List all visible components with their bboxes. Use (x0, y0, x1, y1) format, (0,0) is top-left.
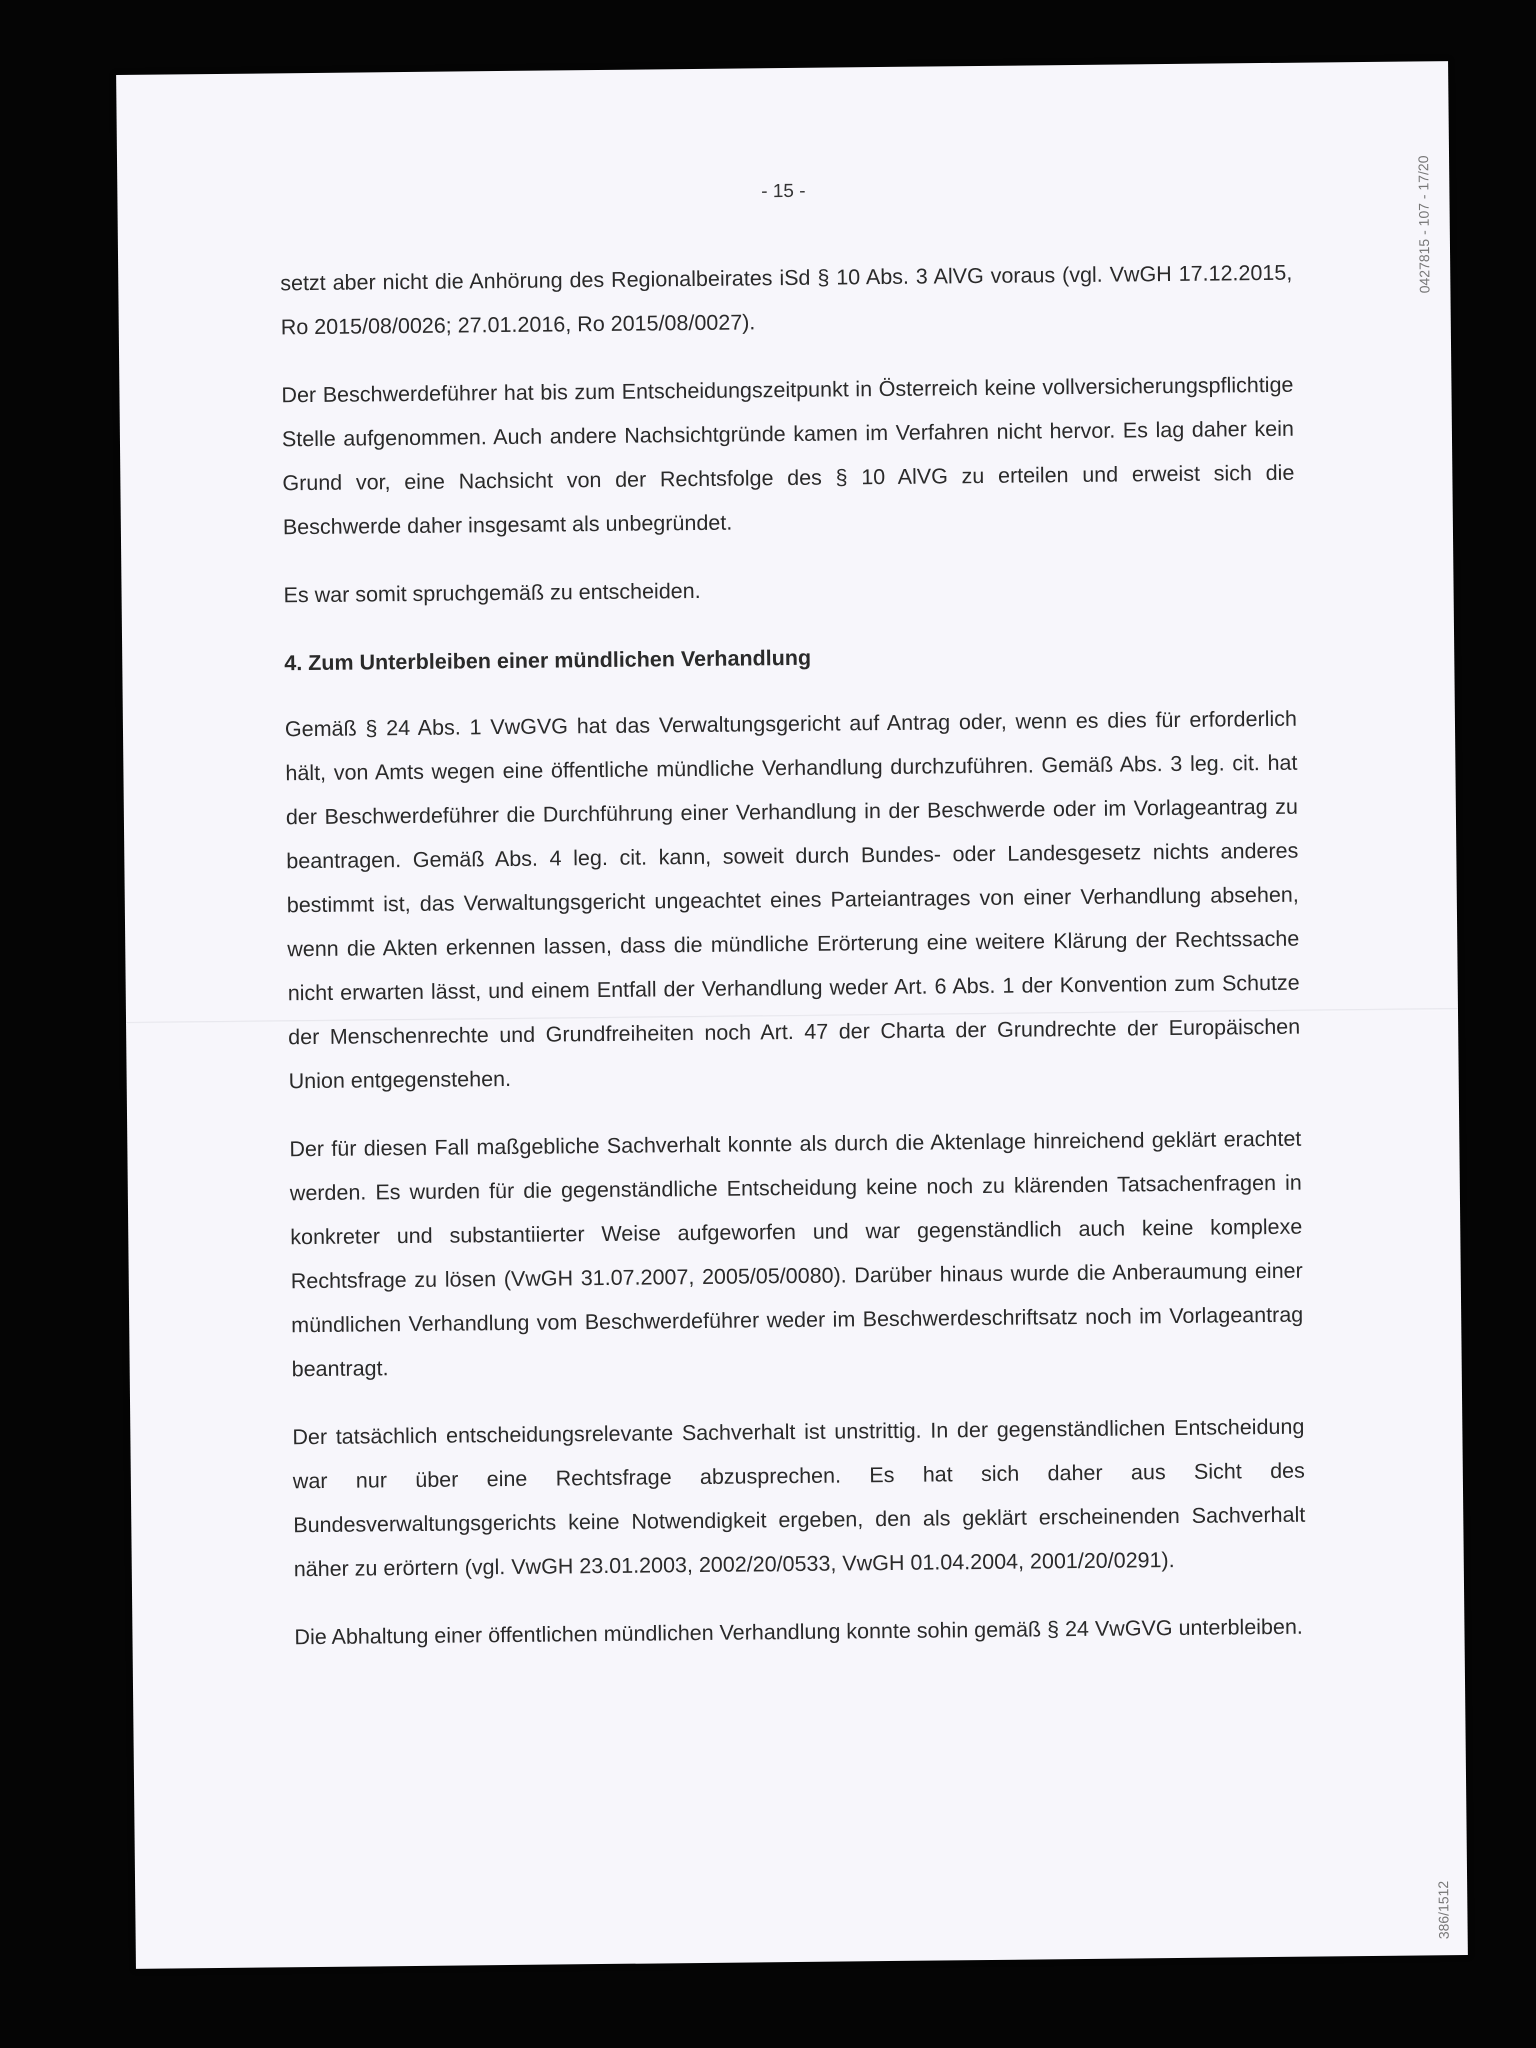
paragraph: Die Abhaltung einer öffentlichen mündlichen Verhandlung konnte sohin gemäß § 24 VwGVG unterbleiben. (294, 1614, 1303, 1650)
paragraph: Der für diesen Fall maßgebliche Sachverhalt konnte als durch die Aktenlage hinreichend geklärt erachtet werden. Es wurden für die gegenständliche Entscheidung keine noch zu klärenden Tatsachenfragen in konkreter und substantiierter Weise aufgeworfen und war gegenständlich auch keine komplexe Rechtsfrage zu lösen (VwGH 31.07.2007, 2005/05/0080). Darüber hinaus wurde die Anberaumung einer mündlichen Verhandlung vom Beschwerdeführer weder im Beschwerdeschriftsatz noch im Vorlageantrag beantragt. (289, 1126, 1304, 1382)
paragraph: setzt aber nicht die Anhörung des Regionalbeirates iSd § 10 Abs. 3 AlVG voraus (vgl. VwGH 17.12.2015, Ro 2015/08/0026; 27.01.2016, Ro 2015/08/0027). (280, 260, 1293, 340)
page-number: - 15 - (761, 180, 806, 203)
paragraph: Es war somit spruchgemäß zu entscheiden. (283, 578, 701, 608)
document-body (280, 251, 1307, 1684)
document-page (116, 61, 1468, 1969)
section-heading: 4. Zum Unterbleiben einer mündlichen Verhandlung (284, 645, 812, 676)
paragraph: Der tatsächlich entscheidungsrelevante Sachverhalt ist unstrittig. In der gegenständlichen Entscheidung war nur über eine Rechtsfrage abzusprechen. Es hat sich daher aus Sicht des Bundesverwaltungsgerichts keine Notwendigkeit ergeben, den als geklärt erscheinenden Sachverhalt näher zu erörtern (vgl. VwGH 23.01.2003, 2002/20/0533, VwGH 01.04.2004, 2001/20/0291). (292, 1414, 1306, 1582)
paragraph: Der Beschwerdeführer hat bis zum Entscheidungszeitpunkt in Österreich keine vollversicherungspflichtige Stelle aufgenommen. Auch andere Nachsichtgründe kamen im Verfahren nicht hervor. Es lag daher kein Grund vor, eine Nachsicht von der Rechtsfolge des § 10 AlVG zu erteilen und erweist sich die Beschwerde daher insgesamt als unbegründet. (281, 372, 1295, 540)
side-reference-code-bottom: 386/1512 (1435, 1880, 1452, 1940)
paragraph: Gemäß § 24 Abs. 1 VwGVG hat das Verwaltungsgericht auf Antrag oder, wenn es dies für erforderlich hält, von Amts wegen eine öffentliche mündliche Verhandlung durchzuführen. Gemäß Abs. 3 leg. cit. hat der Beschwerdeführer die Durchführung einer Verhandlung in der Beschwerde oder im Vorlageantrag zu beantragen. Gemäß Abs. 4 leg. cit. kann, soweit durch Bundes- oder Landesgesetz nichts anderes bestimmt ist, das Verwaltungsgericht ungeachtet eines Parteiantrages von einer Verhandlung absehen, wenn die Akten erkennen lassen, dass die mündliche Erörterung eine weitere Klärung der Rechtssache nicht erwarten lässt, und einem Entfall der Verhandlung weder Art. 6 Abs. 1 der Konvention zum Schutze der Menschenrechte und Grundfreiheiten noch Art. 47 der Charta der Grundrechte der Europäischen Union entgegenstehen. (284, 706, 1301, 1094)
side-reference-code: 0427815 - 107 - 17/20 (1415, 155, 1433, 294)
